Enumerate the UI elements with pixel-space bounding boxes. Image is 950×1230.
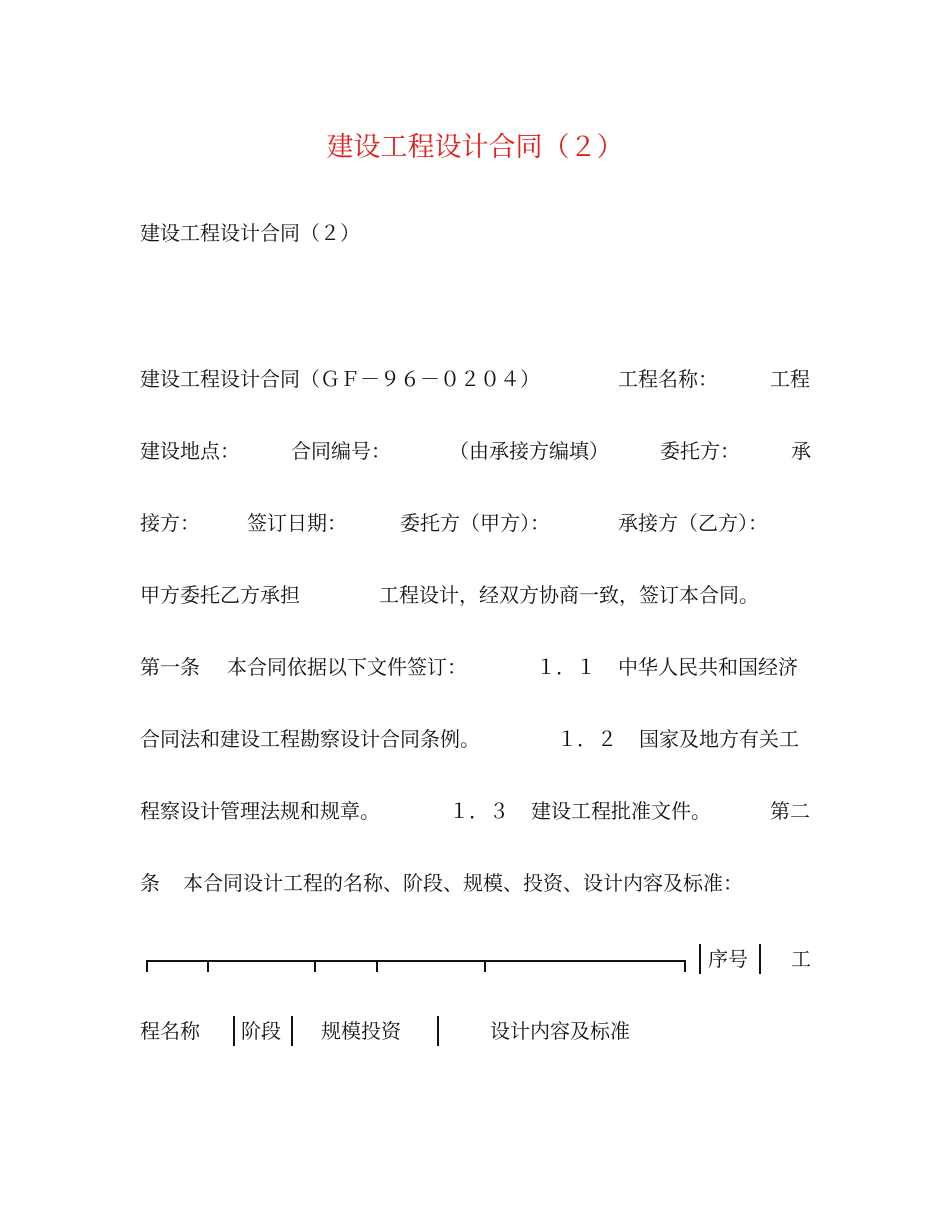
article-2-text: 本合同设计工程的名称、阶段、规模、投资、设计内容及标准： <box>183 871 743 895</box>
table-header-stage: 阶段 <box>241 1019 281 1043</box>
body-line-3 <box>140 508 812 538</box>
construction-site-label: 建设地点： <box>140 439 240 463</box>
contractor-fill-note: （由承接方编填） <box>449 439 609 463</box>
clause-1-2-text: 国家及地方有关工 <box>639 727 799 751</box>
body-line-2 <box>140 436 812 466</box>
article-2-heading-start: 第二 <box>770 799 810 823</box>
contract-code-text: 建设工程设计合同（ＧＦ－９６－０２０４） <box>140 367 540 391</box>
clause-1-2-number: １．２ <box>557 727 617 751</box>
body-line-6 <box>140 724 812 754</box>
table-vertical-bar <box>759 944 761 974</box>
article-1-text: 本合同依据以下文件签订： <box>227 655 467 679</box>
clause-1-3-text: 建设工程批准文件。 <box>531 799 711 823</box>
clause-1-3-number: １．３ <box>449 799 509 823</box>
body-line-7 <box>140 796 812 826</box>
table-header-name-part2: 程名称 <box>140 1019 200 1043</box>
agreement-text: 工程设计，经双方协商一致，签订本合同。 <box>379 583 759 607</box>
clause-1-1-number: １．１ <box>536 655 596 679</box>
body-line-8 <box>140 868 812 898</box>
party-b-label: 承接方（乙方）： <box>618 511 768 535</box>
line-wrap-text: 工程 <box>770 367 810 391</box>
body-line-4 <box>140 580 812 610</box>
table-header-line-1 <box>140 944 812 974</box>
table-vertical-bar <box>437 1016 439 1046</box>
document-subtitle: 建设工程设计合同（２） <box>140 221 360 245</box>
table-header-seq: 序号 <box>708 947 748 971</box>
table-header-content: 设计内容及标准 <box>490 1019 630 1043</box>
contract-number-label: 合同编号： <box>291 439 391 463</box>
body-line-1 <box>140 364 812 394</box>
line-wrap-text: 承 <box>791 439 811 463</box>
table-vertical-bar <box>233 1016 235 1046</box>
commission-text: 甲方委托乙方承担 <box>140 583 300 607</box>
client-label: 委托方： <box>660 439 740 463</box>
article-2-heading-end: 条 <box>140 871 160 895</box>
clause-1-1-text: 中华人民共和国经济 <box>618 655 798 679</box>
table-vertical-bar <box>291 1016 293 1046</box>
project-name-label: 工程名称： <box>618 367 718 391</box>
clause-1-1-text-cont: 合同法和建设工程勘察设计合同条例。 <box>140 727 480 751</box>
body-line-5 <box>140 652 812 682</box>
article-1-heading: 第一条 <box>140 655 200 679</box>
table-header-scale-investment: 规模投资 <box>321 1019 401 1043</box>
signing-date-label: 签订日期： <box>247 511 347 535</box>
contractor-label-tail: 接方： <box>140 511 200 535</box>
party-a-label: 委托方（甲方）： <box>400 511 550 535</box>
clause-1-2-text-cont: 程察设计管理法规和规章。 <box>140 799 380 823</box>
document-title: 建设工程设计合同（２） <box>326 132 624 163</box>
table-header-name-part1: 工 <box>791 947 811 971</box>
table-header-line-2 <box>140 1016 812 1046</box>
